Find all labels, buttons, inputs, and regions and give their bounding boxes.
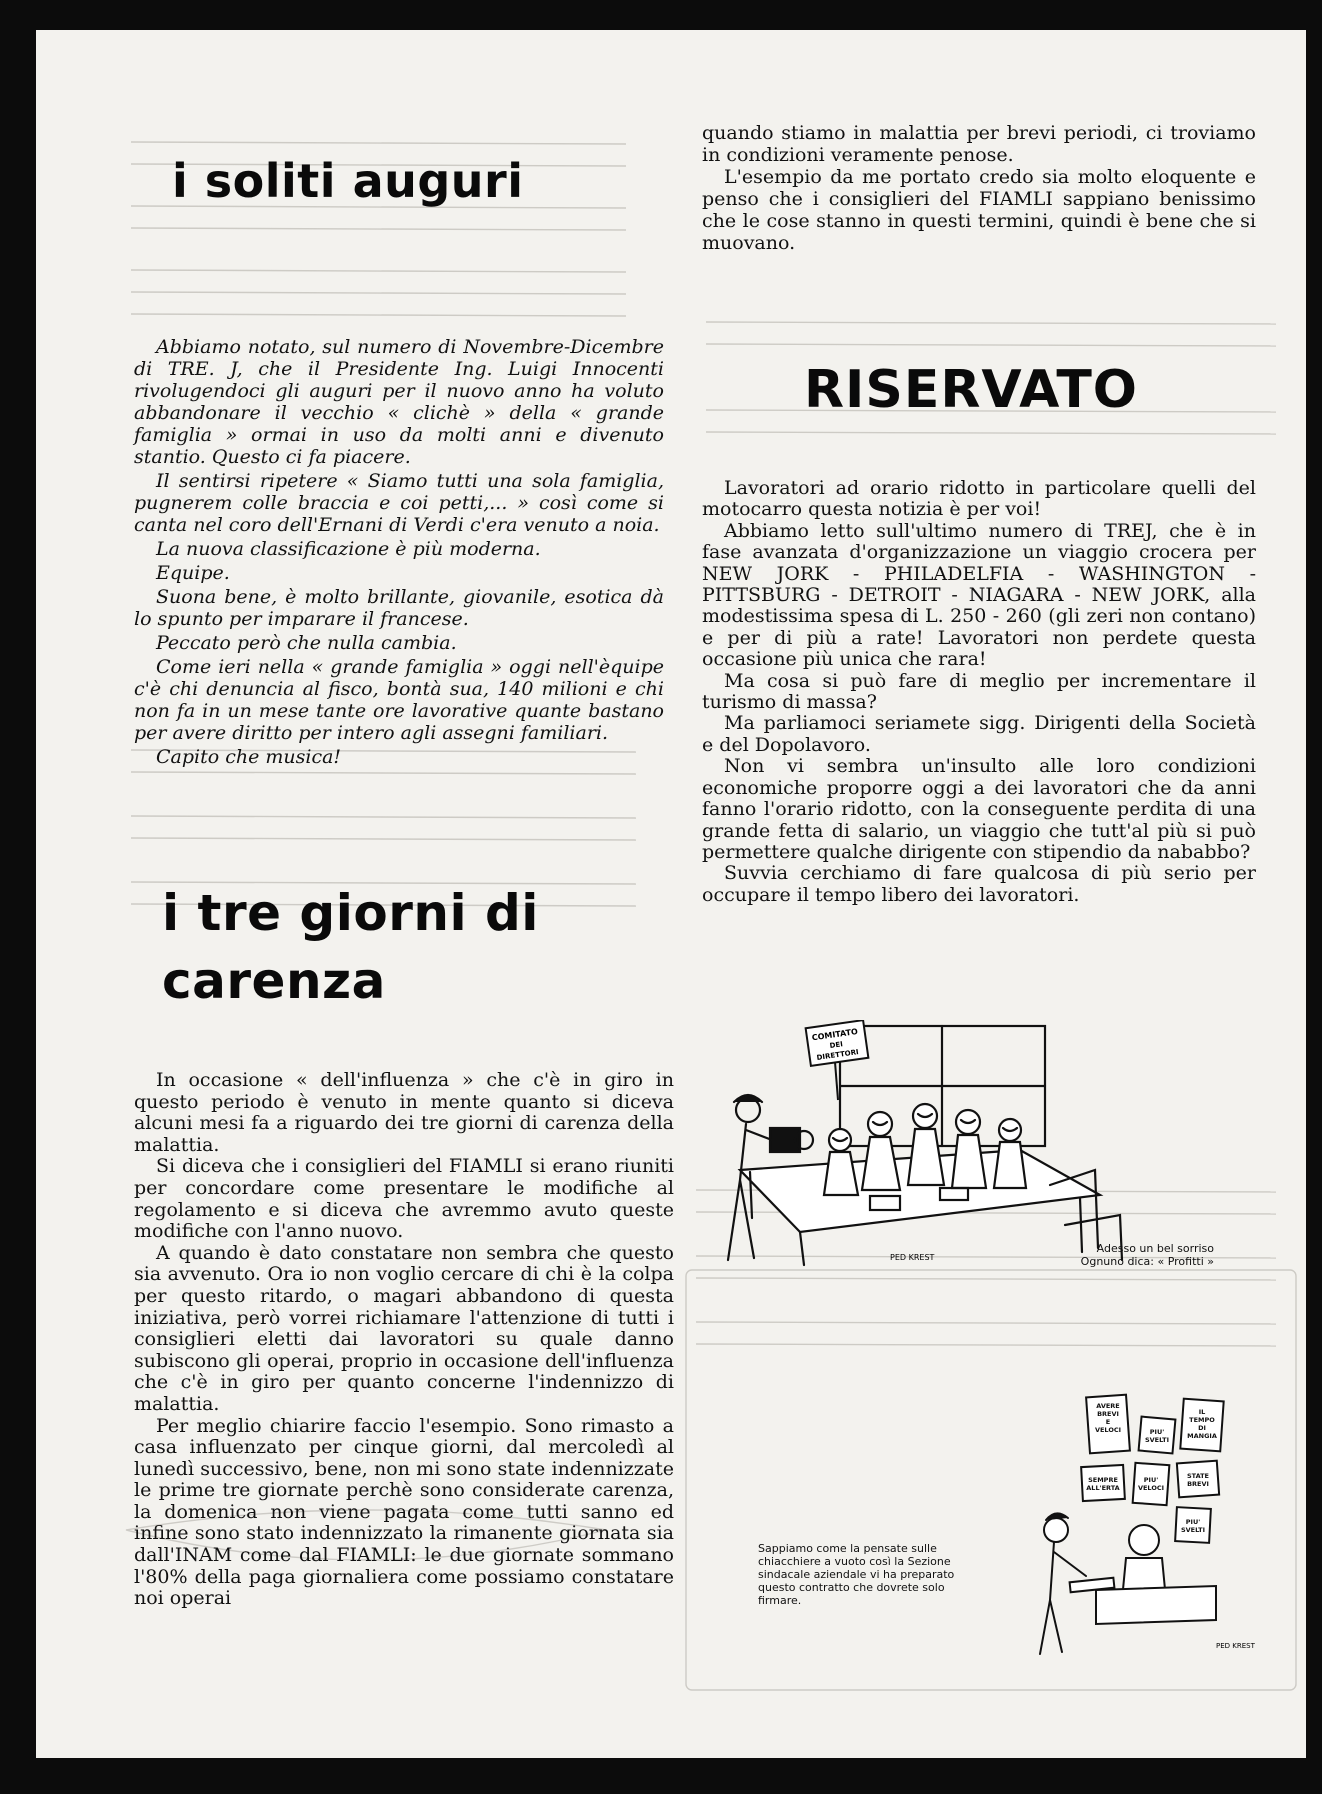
headline-soliti-auguri: i soliti auguri xyxy=(172,154,524,208)
cartoon-signature: PED KREST xyxy=(1216,1642,1255,1650)
paragraph: Equipe. xyxy=(156,562,230,584)
paragraph: Lavoratori ad orario ridotto in particolare quelli del motocarro questa notizia è per voi! xyxy=(702,477,1256,521)
headline-riservato: RISERVATO xyxy=(804,360,1138,420)
paragraph: La nuova classificazione è più moderna. xyxy=(156,538,541,560)
paragraph: Suona bene, è molto brillante, giovanile, esotica dà lo spunto per imparare il francese. xyxy=(134,586,664,630)
sign-text: PIU' SVELTI xyxy=(1180,1518,1206,1534)
headline-tre-giorni-line1: i tre giorni di xyxy=(162,884,539,942)
paragraph: Capito che musica! xyxy=(156,746,342,768)
cartoon-caption-contract: Sappiamo come la pensate sulle chiacchiere a vuoto così la Sezione sindacale aziendale vi ha preparato questo contratto che dovrete solo firmare. xyxy=(758,1542,955,1607)
paragraph: Abbiamo notato, sul numero di Novembre-Dicembre di TRE. J, che il Presidente Ing. Luigi Innocenti rivolugendoci gli auguri per il nuovo anno ha voluto abbandonare il vecchio « clichè » della « grande famiglia » ormai in uso da molti anni e divenuto stantio. Questo ci fa piacere. xyxy=(134,336,664,468)
paragraph: Abbiamo letto sull'ultimo numero di TREJ, che è in fase avanzata d'organizzazione un viaggio crocera per NEW JORK - PHILADELFIA - WASHINGTON - PITTSBURG - DETROIT - NIAGARA - NEW JORK, alla modestissima spesa di L. 250 - 260 (gli zeri non contano) e per di più a rate! Lavoratori non perdete questa occasione più unica che rara! xyxy=(702,519,1256,671)
paragraph: quando stiamo in malattia per brevi periodi, ci troviamo in condizioni veramente penose. xyxy=(702,122,1256,166)
cartoon-union-contract xyxy=(1026,1390,1266,1660)
article-soliti-auguri-body xyxy=(134,334,664,768)
paragraph: Per meglio chiarire faccio l'esempio. Sono rimasto a casa influenzato per cinque giorni, dal mercoledì al lunedì successivo, bene, non mi sono state indennizzate le prime tre giornate perchè sono considerate carenza, la domenica non viene pagata come tutti sanno ed infine sono stato indennizzato la rimanente giornata sia dall'INAM come dal FIAMLI: le due giornate sommano l'80% della paga giornaliera come possiamo constatare noi operai xyxy=(134,1414,674,1610)
headline-tre-giorni-line2: carenza xyxy=(162,952,386,1010)
paragraph: Il sentirsi ripetere « Siamo tutti una sola famiglia, pugnerem colle braccia e coi petti,... » così come si canta nel coro dell'Ernani di Verdi c'era venuto a noia. xyxy=(134,470,664,536)
paragraph: Ma cosa si può fare di meglio per incrementare il turismo di massa? xyxy=(702,669,1256,714)
paragraph: A quando è dato constatare non sembra che questo sia avvenuto. Ora io non voglio cercare di chi è la colpa per questo ritardo, o magari abbandono di questa iniziativa, però vorrei richiamare l'attenzione di tutti i consiglieri eletti dai lavoratori su quale danno subiscono gli operai, proprio in occasione dell'influenza che c'è in giro per quanto concerne l'indennizzo di malattia. xyxy=(134,1241,674,1415)
paragraph: In occasione « dell'influenza » che c'è in giro in questo periodo è venuto in mente quanto si diceva alcuni mesi fa a riguardo dei tre giorni di carenza della malattia. xyxy=(134,1069,674,1156)
sign-text: DIRETTORI xyxy=(816,1048,860,1062)
paragraph: L'esempio da me portato credo sia molto eloquente e penso che i consiglieri del FIAMLI sappiano benissimo che le cose stanno in questi termini, quindi è bene che si muovano. xyxy=(702,166,1256,254)
cartoon-signature: PED KREST xyxy=(890,1253,935,1262)
article-riservato-body xyxy=(702,478,1256,906)
cartoon-caption-board: Adesso un bel sorriso Ognuno dica: « Profitti » xyxy=(1080,1242,1214,1268)
magazine-page xyxy=(36,30,1306,1758)
sign-text: PIU' SVELTI xyxy=(1144,1428,1170,1444)
paragraph: Suvvia cerchiamo di fare qualcosa di più serio per occupare il tempo libero dei lavoratori. xyxy=(702,862,1256,906)
sign-text: COMITATO xyxy=(811,1027,859,1043)
paragraph: Peccato però che nulla cambia. xyxy=(156,632,457,654)
paragraph: Non vi sembra un'insulto alle loro condizioni economiche proporre oggi a dei lavoratori che da anni fanno l'orario ridotto, con la conseguente perdita di una grande fetta di salario, un viaggio che tutt'al più si può permettere qualche dirigente con stipendio da nababbo? xyxy=(702,755,1256,863)
sign-text: SEMPRE ALL'ERTA xyxy=(1086,1476,1120,1492)
article-tre-giorni-body xyxy=(134,1070,674,1610)
sign-text: DEI xyxy=(829,1040,844,1050)
cartoon-board-of-directors xyxy=(720,1020,1140,1270)
sign-text: STATE BREVI xyxy=(1186,1472,1210,1488)
paragraph: Come ieri nella « grande famiglia » oggi nell'èquipe c'è chi denuncia al fisco, bontà sua, 140 milioni e chi non fa in un mese tante ore lavorative quante bastano per avere diritto per intero agli assegni familiari. xyxy=(134,656,664,744)
article-tre-giorni-continuation xyxy=(702,122,1256,254)
sign-text: PIU' VELOCI xyxy=(1137,1476,1165,1492)
paragraph: Ma parliamoci seriamete sigg. Dirigenti della Società e del Dopolavoro. xyxy=(702,712,1256,756)
sign-text: IL TEMPO DI MANGIA xyxy=(1187,1408,1217,1440)
sign-text: AVERE BREVI E VELOCI xyxy=(1094,1402,1122,1434)
paragraph: Si diceva che i consiglieri del FIAMLI si erano riuniti per concordare come presentare le modifiche al regolamento e si diceva che avremmo avuto queste modifiche con l'anno nuovo. xyxy=(134,1155,674,1243)
